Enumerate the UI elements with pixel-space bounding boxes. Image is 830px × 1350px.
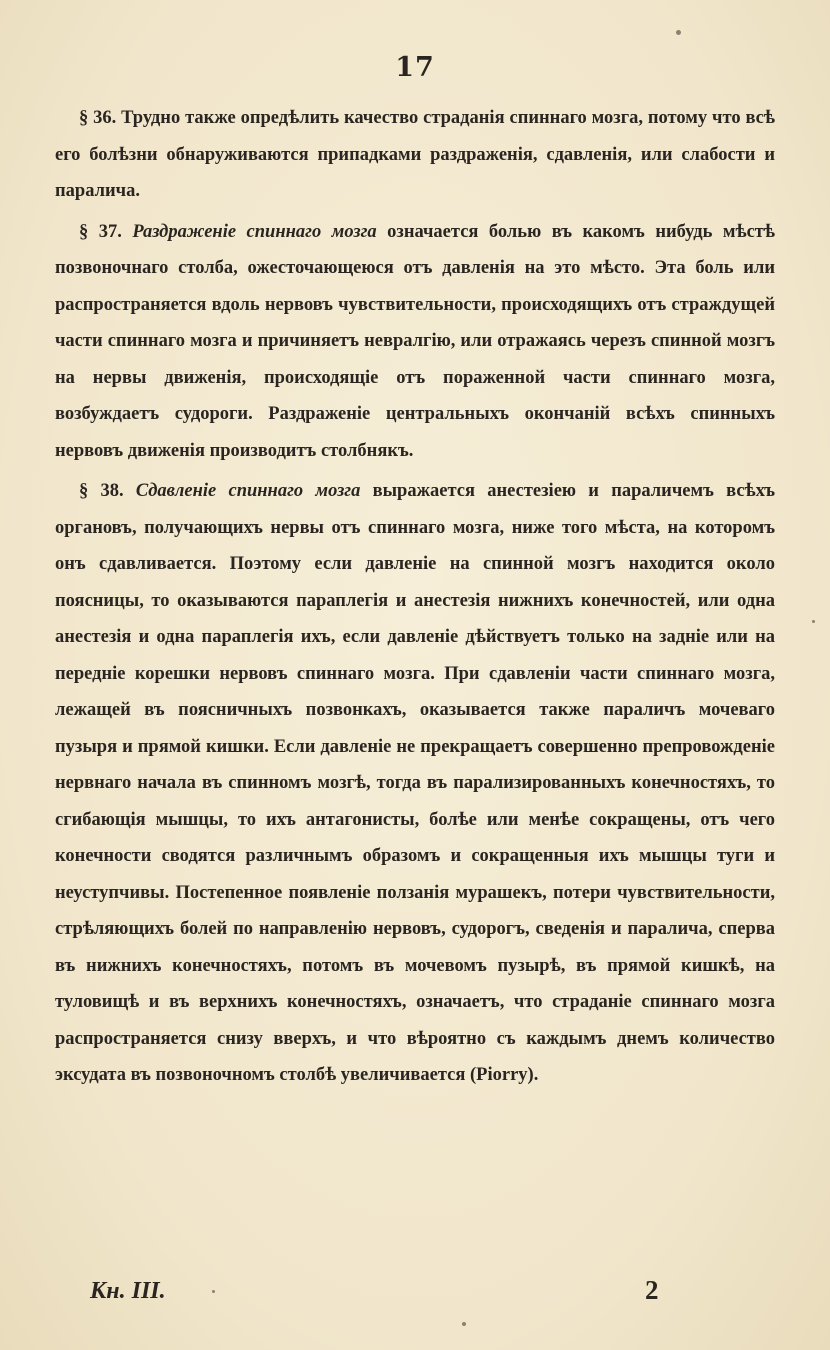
paragraph-37: [55, 214, 775, 470]
paragraph-37-lead: § 37.: [79, 221, 133, 242]
ink-speck: [462, 1322, 466, 1326]
signature-mark: Кн. III.: [90, 1278, 166, 1304]
body-text: [55, 100, 775, 1098]
paragraph-37-text: означается болью въ какомъ нибудь мѣстѣ позвоночнаго столба, ожесточающеюся отъ давленія на это мѣсто. Эта боль или распространяется вдоль нервовъ чувствительности, происходящихъ отъ страждущей части спиннаго мозга и причиняетъ невралгію, или отражаясь черезъ спинной мозгъ на нервы движенія, происходящіе отъ пораженной части спиннаго мозга, возбуждаетъ судороги. Раздраженіе центральныхъ окончаній всѣхъ спинныхъ нервовъ движенія производитъ столбнякъ.: [55, 221, 775, 461]
paragraph-36: [55, 100, 775, 210]
paragraph-37-term: Раздраженіе спиннаго мозга: [132, 221, 377, 242]
paragraph-36-text: § 36. Трудно также опредѣлить качество страданія спиннаго мозга, потому что всѣ его болѣзни обнаруживаются припадками раздраженія, сдавленія, или слабости и паралича.: [55, 108, 775, 201]
ink-speck: [212, 1290, 215, 1293]
paragraph-38: [55, 473, 775, 1094]
paragraph-38-term: Сдавленіе спиннаго мозга: [135, 481, 361, 501]
page-number: 17: [395, 52, 435, 83]
paragraph-38-text: выражается анестезіею и параличемъ всѣхъ органовъ, получающихъ нервы отъ спиннаго мозга, ниже того мѣста, на которомъ онъ сдавливается. Поэтому если давленіе на спинной мозгъ находится около поясницы, то оказываются параплегія и анестезія нижнихъ конечностей, или одна анестезія и одна параплегія ихъ, если давленіе дѣйствуетъ только на задніе или на передніе корешки нервовъ спиннаго мозга. При сдавленіи части спиннаго мозга, лежащей въ поясничныхъ позвонкахъ, оказывается также параличъ мочеваго пузыря и прямой кишки. Если давленіе не прекращаетъ совершенно препровожденіе нервнаго начала въ спинномъ мозгѣ, тогда въ парализированныхъ конечностяхъ, то сгибающія мышцы, то ихъ антагонисты, болѣе или менѣе сокращены, отъ чего конечности сводятся различнымъ образомъ и сокращенныя ихъ мышцы туги и неуступчивы. Постепенное появленіе ползанія мурашекъ, потери чувствительности, стрѣляющихъ болей по направленію нервовъ, судорогъ, сведенія и паралича, сперва въ нижнихъ конечностяхъ, потомъ въ мочевомъ пузырѣ, въ прямой кишкѣ, на туловищѣ и въ верхнихъ конечностяхъ, означаетъ, что страданіе спиннаго мозга распространяется снизу вверхъ, и что вѣроятно съ каждымъ днемъ количество эксудата въ позвоночномъ столбѣ увеличивается (Piorry).: [55, 481, 775, 1085]
paragraph-38-lead: § 38.: [79, 481, 136, 501]
ink-speck: [812, 620, 815, 623]
ink-speck: [676, 30, 681, 35]
sheet-number: 2: [645, 1275, 659, 1305]
